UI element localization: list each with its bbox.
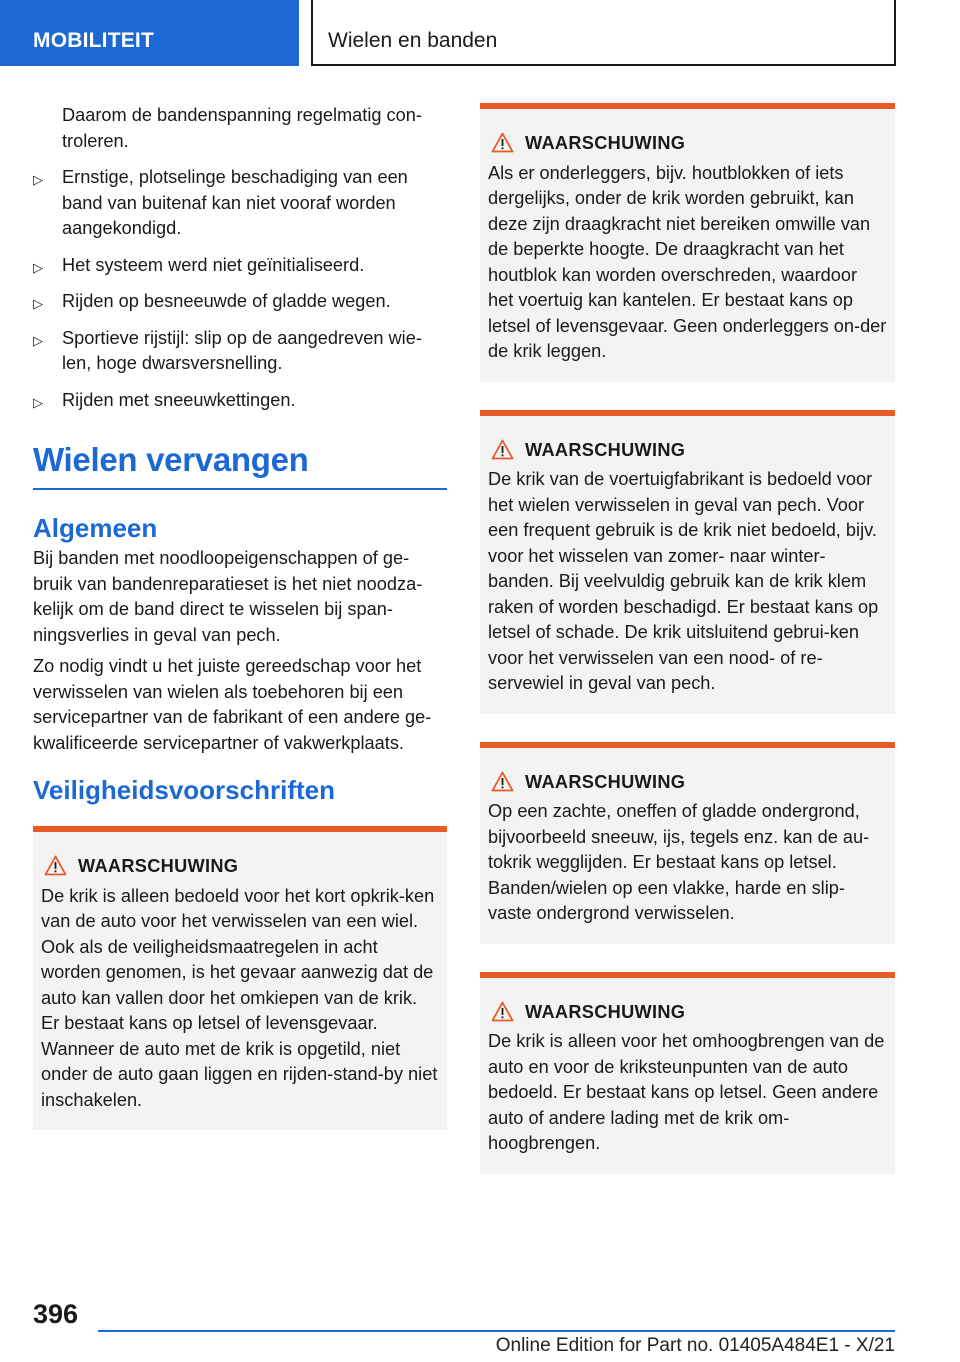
warning-text: De krik van de voertuigfabrikant is bedoeld voor het wielen verwisselen in geval van pech. Voor een frequent gebruik is de krik niet bedoeld, bijv. voor het wisselen van zomer- naar winter-banden. Bij veelvuldig gebruik kan de krik klem raken of worden beschadigd. Er bestaat kans op letsel of schade. De krik uitsluitend gebrui-ken voor het verwisselen van een nood- of re-servewiel in geval van pech.	[488, 469, 879, 693]
list-item-text: Rijden op besneeuwde of gladde wegen.	[62, 291, 391, 311]
triangle-bullet-icon: ▷	[33, 172, 43, 187]
warning-triangle-icon	[491, 771, 514, 792]
footer-divider	[98, 1330, 895, 1332]
list-item-text: Ernstige, plotselinge beschadiging van een band van buitenaf kan niet vooraf worden aangekondigd.	[62, 167, 408, 238]
chapter-title: Wielen en banden	[328, 29, 498, 52]
warning-box	[480, 742, 895, 944]
paragraph: Zo nodig vindt u het juiste gereedschap voor het verwisselen van wielen als toebehoren bij een servicepartner van de fabrikant of een andere ge-kwalificeerde servicepartner of vakwerkplaats.	[33, 656, 432, 753]
warning-box	[480, 972, 895, 1174]
warning-title	[488, 131, 887, 157]
warning-triangle-icon	[491, 439, 514, 460]
warning-box	[480, 103, 895, 382]
warning-triangle-icon	[44, 855, 67, 876]
warning-title	[41, 854, 439, 880]
warning-title-text: WAARSCHUWING	[525, 439, 686, 460]
warning-title-text: WAARSCHUWING	[525, 1001, 686, 1022]
paragraph: Bij banden met noodloopeigenschappen of ge-bruik van bandenreparatieset is het niet noodza-kelijk om de band direct te wisselen bij span-ningsverlies in geval van pech.	[33, 548, 423, 645]
warning-text: Als er onderleggers, bijv. houtblokken of iets dergelijks, onder de krik worden gebruikt, kan deze zijn draagkracht niet bereiken omwille van de beperkte hoogte. De draagkracht van het houtblok kan worden overschreden, waardoor het voertuig kan kantelen. Er bestaat kans op letsel of levensgevaar. Geen onderleggers on-der de krik leggen.	[488, 162, 887, 361]
subheading-general: Algemeen	[33, 513, 158, 543]
left-column	[33, 103, 447, 1158]
warning-title-text: WAARSCHUWING	[525, 133, 686, 153]
section-title: MOBILITEIT	[33, 29, 154, 52]
warning-triangle-icon	[491, 132, 514, 153]
warning-title	[488, 438, 887, 464]
warning-triangle-icon	[491, 1001, 514, 1022]
warning-title	[488, 1000, 887, 1026]
triangle-bullet-icon: ▷	[33, 259, 43, 275]
warning-text: Op een zachte, oneffen of gladde ondergrond, bijvoorbeeld sneeuw, ijs, tegels enz. kan de au-tokrik wegglijden. Er bestaat kans op letsel. Banden/wielen op een vlakke, harde en slip-vaste ondergrond verwisselen.	[488, 801, 870, 923]
list-item-text: Sportieve rijstijl: slip op de aangedreven wie-len, hoge dwarsversnelling.	[62, 327, 422, 373]
page-number: 396	[33, 1299, 79, 1329]
list-item	[33, 326, 447, 377]
triangle-bullet-icon: ▷	[33, 394, 43, 410]
warning-box	[480, 410, 895, 714]
page-heading: Wielen vervangen	[33, 424, 447, 490]
warning-title	[488, 770, 887, 796]
warning-text: De krik is alleen voor het omhoogbrengen van de auto en voor de kriksteunpunten van de auto bedoeld. Er bestaat kans op letsel. Geen andere auto of andere lading met de krik om-hoogbrengen.	[488, 1031, 885, 1153]
list-item	[33, 165, 447, 242]
triangle-bullet-icon: ▷	[33, 296, 43, 311]
warning-title-text: WAARSCHUWING	[525, 771, 686, 792]
warning-box	[33, 826, 447, 1130]
right-column	[480, 103, 895, 1202]
warning-text: De krik is alleen bedoeld voor het kort opkrik-ken van de auto voor het verwisselen van een wiel. Ook als de veiligheidsmaatregelen in acht worden genomen, is het gevaar aanwezig dat de auto kan vallen door het omkiepen van de krik. Er bestaat kans op letsel of levensgevaar. Wanneer de auto met de krik is opgetild, niet onder de auto gaan liggen en rijden-stand-by niet inschakelen.	[41, 885, 438, 1110]
continuation-text: Daarom de bandenspanning regelmatig con-troleren.	[62, 105, 422, 151]
edition-text: Online Edition for Part no. 01405A484E1 - X/21	[495, 1335, 895, 1356]
list-item-text: Rijden met sneeuwkettingen.	[62, 389, 296, 410]
subheading-safety: Veiligheidsvoorschriften	[33, 775, 335, 805]
chapter-header	[311, 0, 896, 66]
triangle-bullet-icon: ▷	[33, 332, 43, 348]
list-item-text: Het systeem werd niet geïnitialiseerd.	[62, 254, 365, 275]
list-item	[33, 388, 447, 414]
warning-title-text: WAARSCHUWING	[78, 856, 239, 876]
list-item	[33, 253, 447, 279]
list-item	[33, 289, 447, 315]
section-tab	[0, 0, 299, 66]
